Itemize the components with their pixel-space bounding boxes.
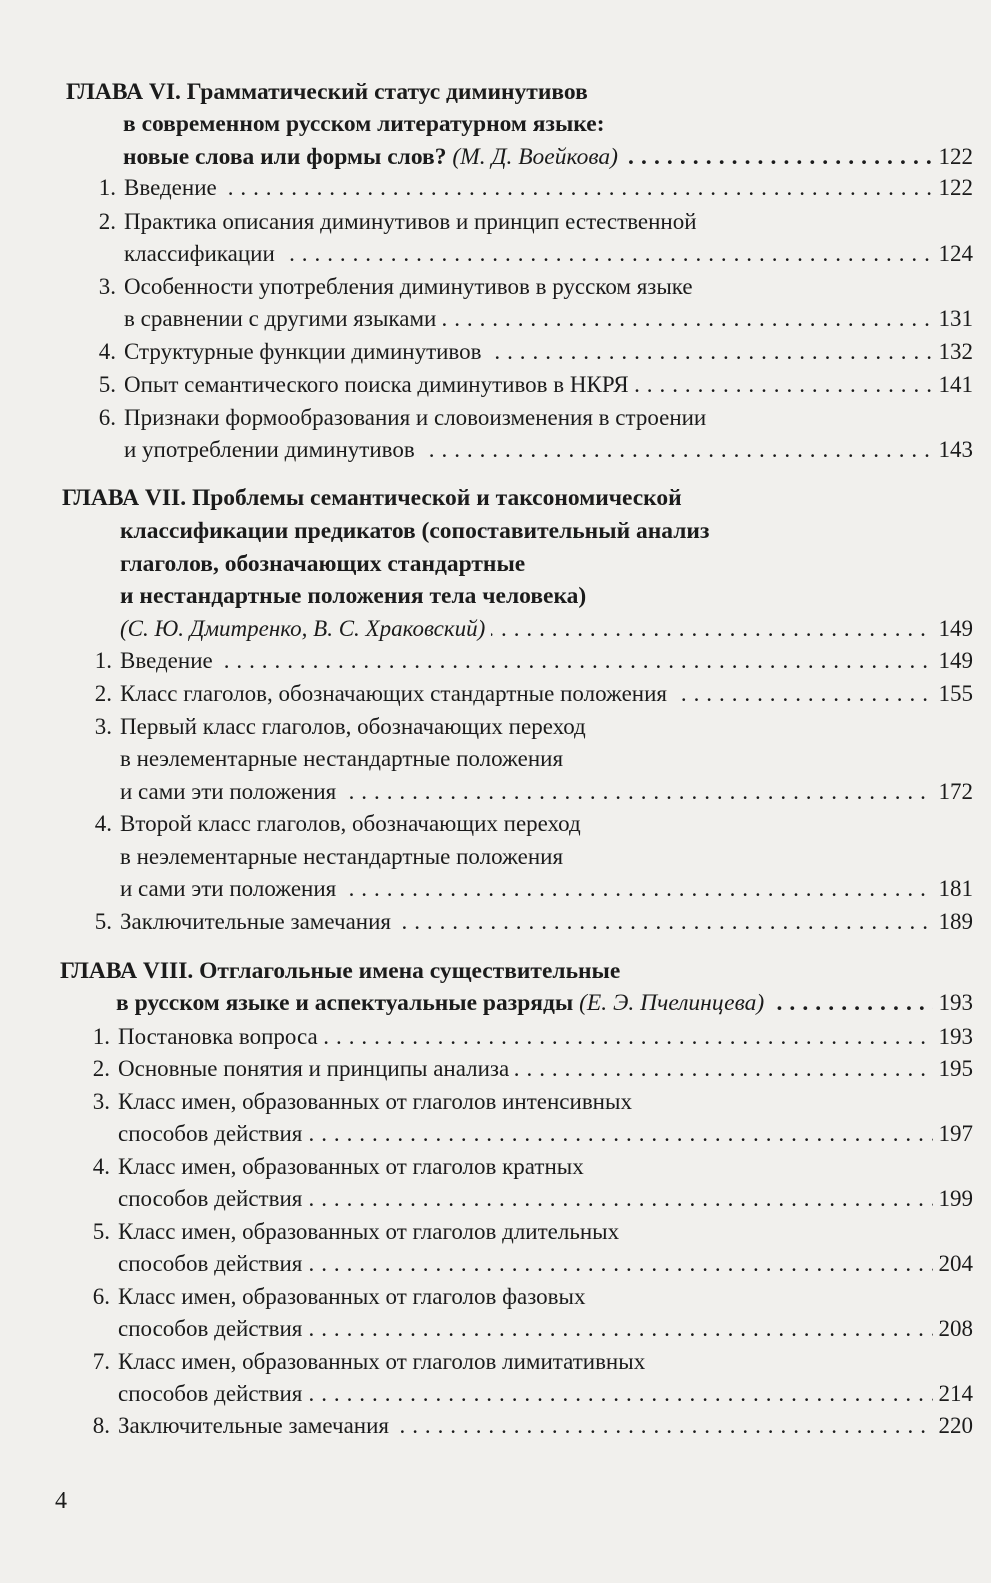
list-item-cont: способов действия . . . 204 xyxy=(118,1248,973,1280)
list-item-cont: в сравнении с другими языками . . . 131 xyxy=(124,303,973,335)
list-item: 4. Второй класс глаголов, обозначающих переход xyxy=(94,811,581,836)
item-page: 204 xyxy=(933,1248,974,1280)
chapter-8-title-line-2: в русском языке и аспектуальные разряды xyxy=(116,990,574,1016)
list-item: 5. Заключительные замечания . . . 189 xyxy=(84,906,973,938)
list-item: 3. Первый класс глаголов, обозначающих переход xyxy=(94,714,586,739)
list-item: 5. Класс имен, образованных от глаголов длительных xyxy=(92,1219,620,1244)
chapter-6-page: 122 xyxy=(933,141,974,173)
list-item: 6. Признаки формообразования и словоизменения в строении xyxy=(98,405,707,430)
list-item-cont: способов действия . . . 197 xyxy=(118,1118,973,1150)
item-page: 220 xyxy=(933,1410,974,1442)
item-page: 197 xyxy=(933,1118,974,1150)
chapter-6-title-line-1: Грамматический статус диминутивов xyxy=(186,79,588,105)
item-page: 155 xyxy=(933,678,974,710)
chapter-6-label: ГЛАВА VI. xyxy=(66,79,181,105)
item-page: 141 xyxy=(933,369,974,401)
chapter-7-title-line-4: и нестандартные положения тела человека) xyxy=(120,583,587,609)
list-item: 4. Структурные функции диминутивов . . . 132 xyxy=(88,336,973,368)
list-item: 3. Особенности употребления диминутивов в русском языке xyxy=(98,274,693,299)
list-item: 5. Опыт семантического поиска диминутивов в НКРЯ . . . 141 xyxy=(88,369,973,401)
list-item: 2. Практика описания диминутивов и принцип естественной xyxy=(98,209,697,234)
list-item-cont: способов действия . . . 208 xyxy=(118,1313,973,1345)
chapter-6-title-line-2: в современном русском литературном языке: xyxy=(123,111,605,137)
chapter-7-page: 149 xyxy=(933,613,974,645)
chapter-7-title-line-2: классификации предикатов (сопоставительный анализ xyxy=(120,518,710,544)
item-page: 181 xyxy=(933,873,974,905)
chapter-8-page: 193 xyxy=(933,987,974,1019)
item-page: 195 xyxy=(933,1053,974,1085)
chapter-7-author: (С. Ю. Дмитренко, В. С. Храковский) xyxy=(120,616,491,641)
chapter-8-author: (Е. Э. Пчелинцева) xyxy=(579,990,765,1016)
item-page: 193 xyxy=(933,1021,974,1053)
list-item: 2. Основные понятия и принципы анализа . . . 195 xyxy=(82,1053,973,1085)
list-item: 3. Класс имен, образованных от глаголов интенсивных xyxy=(92,1089,632,1114)
list-item: 7. Класс имен, образованных от глаголов лимитативных xyxy=(92,1349,646,1374)
chapter-6-heading xyxy=(66,76,588,108)
list-item-cont: в неэлементарные нестандартные положения xyxy=(120,746,564,771)
item-page: 132 xyxy=(933,336,974,368)
chapter-7-label: ГЛАВА VII. xyxy=(62,485,187,511)
item-page: 172 xyxy=(933,776,974,808)
chapter-7-title-line-3: глаголов, обозначающих стандартные xyxy=(120,551,526,577)
list-item-cont: и употреблении диминутивов . . . 143 xyxy=(124,434,973,466)
chapter-7-heading xyxy=(62,482,682,514)
list-item-cont: способов действия . . . 199 xyxy=(118,1183,973,1215)
list-item: 6. Класс имен, образованных от глаголов фазовых xyxy=(92,1284,586,1309)
item-page: 124 xyxy=(933,238,974,270)
list-item: 1. Постановка вопроса . . . 193 xyxy=(82,1021,973,1053)
list-item: 8. Заключительные замечания . . . 220 xyxy=(82,1410,973,1442)
item-page: 149 xyxy=(933,645,974,677)
list-item-cont: классификации . . . 124 xyxy=(124,238,973,270)
list-item-cont: в неэлементарные нестандартные положения xyxy=(120,844,564,869)
chapter-7-title-line-1: Проблемы семантической и таксономической xyxy=(191,485,682,511)
list-item-cont: способов действия . . . 214 xyxy=(118,1378,973,1410)
item-page: 214 xyxy=(933,1378,974,1410)
item-page: 122 xyxy=(933,172,974,204)
item-page: 131 xyxy=(933,303,974,335)
list-item: 2. Класс глаголов, обозначающих стандартные положения . . . 155 xyxy=(84,678,973,710)
chapter-8-heading xyxy=(60,955,620,987)
list-item-cont: и сами эти положения . . . 172 xyxy=(120,776,973,808)
list-item: 1. Введение . . . 122 xyxy=(88,172,973,204)
item-page: 208 xyxy=(933,1313,974,1345)
item-page: 189 xyxy=(933,906,974,938)
chapter-6-title-line-3: новые слова или формы слов? xyxy=(123,144,447,170)
chapter-8-title-line-1: Отглагольные имена существительные xyxy=(199,958,621,984)
item-page: 143 xyxy=(933,434,974,466)
chapter-8-label: ГЛАВА VIII. xyxy=(60,958,194,984)
chapter-6-author: (М. Д. Воейкова) xyxy=(452,144,618,170)
list-item-cont: и сами эти положения . . . 181 xyxy=(120,873,973,905)
list-item: 1. Введение . . . 149 xyxy=(84,645,973,677)
page-number: 4 xyxy=(55,1488,67,1514)
chapter-7-author-line xyxy=(120,613,973,645)
chapter-8-last-line xyxy=(116,987,973,1019)
item-page: 199 xyxy=(933,1183,974,1215)
list-item: 4. Класс имен, образованных от глаголов кратных xyxy=(92,1154,584,1179)
chapter-6-last-line xyxy=(123,141,973,173)
